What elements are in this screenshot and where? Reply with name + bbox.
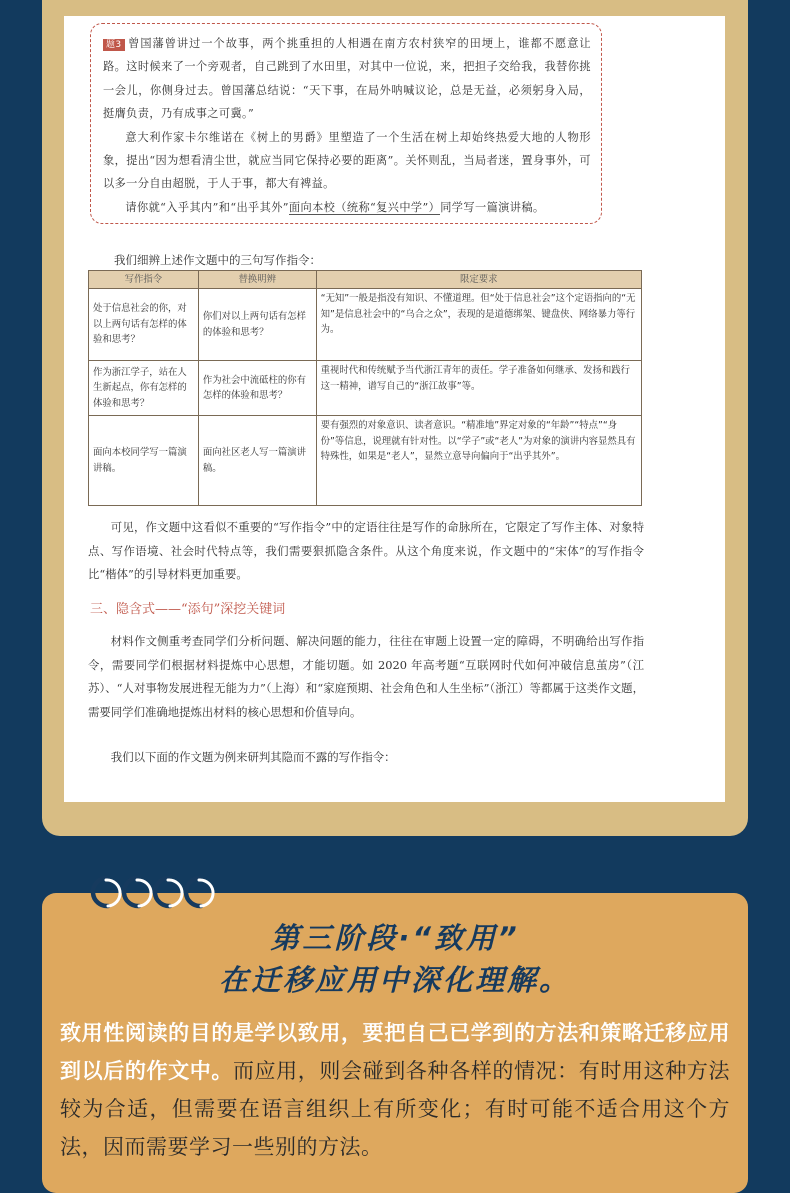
table-row	[89, 361, 642, 416]
table-header: 替换明辨	[198, 271, 316, 289]
table-cell: 你们对以上两句话有怎样的体验和思考？	[198, 289, 316, 361]
table-cell: 重视时代和传统赋予当代浙江青年的责任。学子准备如何继承、发扬和践行这一精神，谱写自己的“浙江故事”等。	[316, 361, 641, 416]
table-row	[89, 289, 642, 361]
table-cell: 面向社区老人写一篇演讲稿。	[198, 416, 316, 506]
table-row	[89, 416, 642, 506]
table-cell: 要有强烈的对象意识、读者意识。“精准地”界定对象的“年龄”“特点”“身份”等信息，说理就有针对性。以“学子”或“老人”为对象的演讲内容显然具有特殊性，如果是“老人”，显然立意导向偏向于“出乎其外”。	[316, 416, 641, 506]
quote-task: 请你就“入乎其内”和“出乎其外”面向本校（统称“复兴中学”）同学写一篇演讲稿。	[125, 200, 545, 214]
section-paragraph: 材料作文侧重考查同学们分析问题、解决问题的能力，往往在审题上设置一定的障碍，不明确给出写作指令，需要同学们根据材料提炼中心思想，才能切题。如 2020 年高考题“互联网时代如何冲破信息茧房”（江苏）、“人对事物发展进程无能为力”（上海）和“家庭预期、社会角色和人生坐标”（浙江）等都属于这类作文题，需要同学们准确地提炼出材料的核心思想和价值导向。	[88, 634, 644, 719]
table-cell: 处于信息社会的你，对以上两句话有怎样的体验和思考？	[89, 289, 199, 361]
stage-body	[60, 1014, 730, 1166]
quote-paragraph-1: 曾国藩曾讲过一个故事，两个挑重担的人相遇在南方农村狭窄的田埂上，谁都不愿意让路。这时候来了一个旁观者，自己跳到了水田里，对其中一位说，来，把担子交给我，我替你挑一会儿，你侧身过去。曾国藩总结说：“天下事，在局外呐喊议论，总是无益，必须躬身入局，挺膺负责，乃有成事之可冀。”	[103, 37, 591, 121]
table-cell: “无知”一般是指没有知识、不懂道理。但“处于信息社会”这个定语指向的“无知”是信息社会中的“乌合之众”，表现的是道德绑架、键盘侠、网络暴力等行为。	[316, 289, 641, 361]
table-intro: 我们细辨上述作文题中的三句写作指令：	[114, 253, 321, 267]
table-cell: 面向本校同学写一篇演讲稿。	[89, 416, 199, 506]
task-underline: 面向本校（统称“复兴中学”）	[288, 200, 441, 214]
section-heading: 三、隐含式——“添句”深挖关键词	[90, 602, 286, 617]
stage-title-line1: 第三阶段·“致用”	[270, 921, 520, 955]
question-tag: 题3	[103, 39, 125, 51]
table-cell: 作为浙江学子，站在人生新起点，你有怎样的体验和思考？	[89, 361, 199, 416]
binder-ring-icon	[80, 868, 220, 920]
stage-title-line2: 在迁移应用中深化理解。	[218, 963, 571, 997]
table-header: 限定要求	[316, 271, 641, 289]
table-header: 写作指令	[89, 271, 199, 289]
paragraph-after-table: 可见，作文题中这看似不重要的“写作指令”中的定语往往是写作的命脉所在，它限定了写作主体、对象特点、写作语境、社会时代特点等，我们需要狠抓隐含条件。从这个角度来说，作文题中的“宋体”的写作指令比“楷体”的引导材料更加重要。	[88, 520, 644, 581]
quote-paragraph-2: 意大利作家卡尔维诺在《树上的男爵》里塑造了一个生活在树上却始终热爱大地的人物形象，提出“因为想看清尘世，就应当同它保持必要的距离”。关怀则乱，当局者迷，置身事外，可以多一分自由超脱，于人于事，都大有裨益。	[103, 130, 591, 191]
instruction-table	[88, 270, 642, 506]
stage-highlight: 致用性阅读的目的是学以致用，要把自己已学到的方法和策略迁移应用到以后的作文中。	[60, 1021, 730, 1083]
quote-box	[90, 23, 602, 224]
stage-body-text: 而应用，则会碰到各种各样的情况：有时用这种方法较为合适，但需要在语言组织上有所变化；有时可能不适合用这个方法，因而需要学习一些别的方法。	[60, 1059, 731, 1159]
table-cell: 作为社会中流砥柱的你有怎样的体验和思考？	[198, 361, 316, 416]
closing-line: 我们以下面的作文题为例来研判其隐而不露的写作指令：	[110, 750, 396, 764]
